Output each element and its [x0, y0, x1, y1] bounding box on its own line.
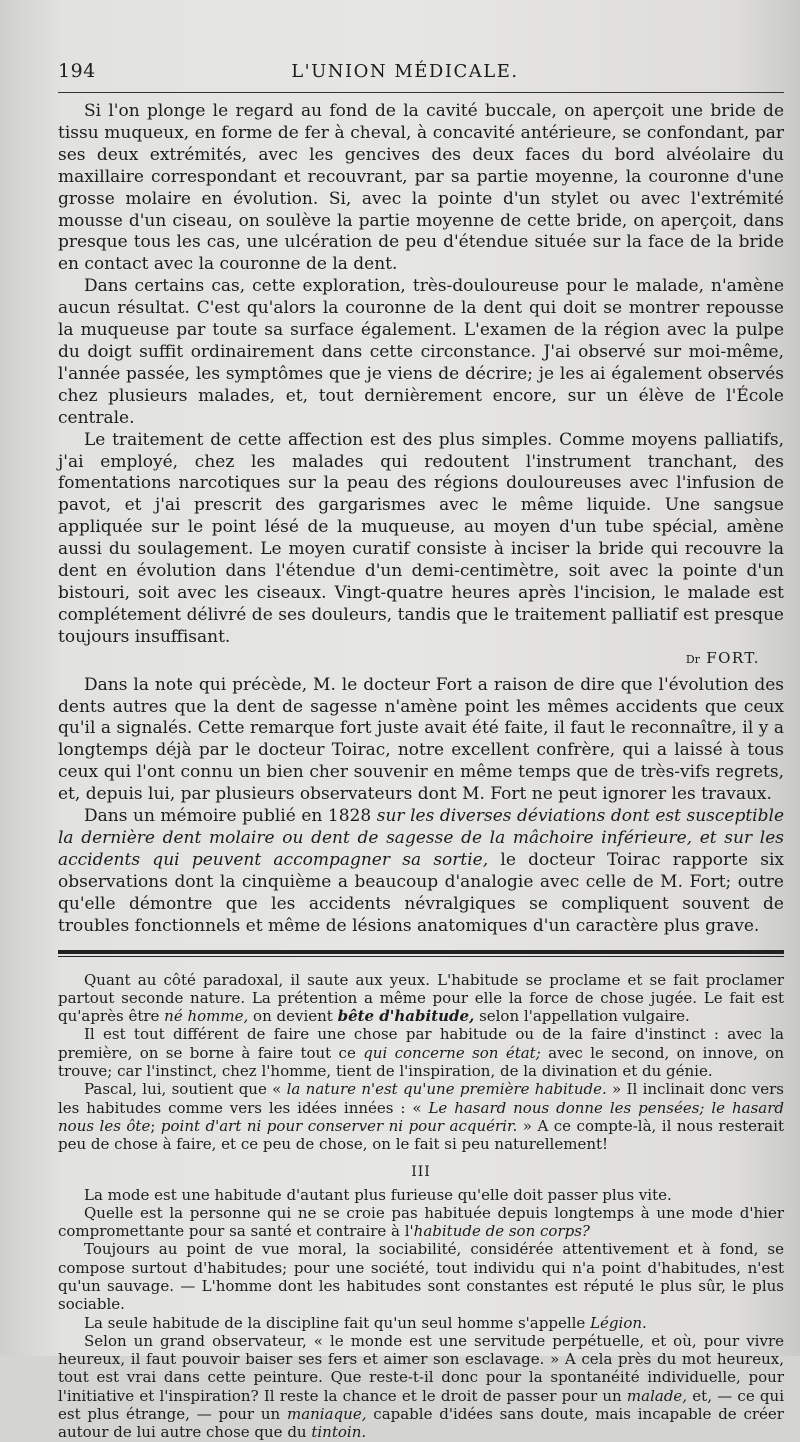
- f2-text-b: avec le second, on innove, on trouve; car l'instinct, chez l'homme, tient de l'inspiration, de la divination et du génie.: [58, 1043, 785, 1081]
- article-paragraph-2: Dans certains cas, cette exploration, très-douloureuse pour le malade, n'amène aucun résultat. C'est qu'alors la couronne de la dent qui doit se montrer repousse la muqueuse par toute sa surface également. L'examen de la région avec la pulpe du doigt suffit ordinairement dans cette circonstance. J'ai observé sur moi-même, l'année passée, les symptômes que je viens de décrire; je les ai également observés chez plusieurs malades, et, tout dernièrement encore, sur un élève de l'École centrale.: [58, 276, 784, 428]
- running-header: [58, 60, 784, 82]
- feuilleton-paragraph-6: Toujours au point de vue moral, la sociabilité, considérée attentivement et à fond, se compose surtout d'habitudes; pour une société, tout individu qui n'a point d'habitudes, n'est qu'un sauvage. — L'homme dont les habitudes sont constantes est réputé le plus sûr, le plus sociable.: [58, 1240, 784, 1314]
- note-p2-italic-title: sur les diverses déviations dont est susceptible la dernière dent molaire ou dent de sagesse de la mâchoire inférieure, et sur les accidents qui peuvent accompagner sa sortie,: [58, 806, 784, 870]
- feuilleton-paragraph-8: [58, 1332, 784, 1442]
- note-p2-text-a: Dans un mémoire publié en 1828: [84, 806, 377, 827]
- f8-text-a: Selon un grand observateur, « le monde est une servitude perpétuelle, et où, pour vivre heureux, il faut pouvoir baiser ses fers et aimer son esclavage. » A cela près du mot heureux, tout est vrai dans cette peinture. Que reste-t-il donc pour la spontanéité individuelle, pour l'initiative et l'inspiration? Il reste la chance et le droit de passer pour un: [58, 1331, 784, 1405]
- f3-text-c: ;: [150, 1116, 161, 1135]
- f2-italic-1: qui concerne son état;: [363, 1043, 541, 1062]
- f3-text-d: » A ce compte-là, il nous resterait peu de chose à faire, et ce peu de chose, on le fait si peu naturellement!: [58, 1116, 784, 1154]
- f5-italic-1: habitude de son corps?: [413, 1222, 590, 1241]
- feuilleton-paragraph-5: [58, 1204, 784, 1241]
- article-body: [58, 101, 784, 938]
- f5-text-a: Quelle est la personne qui ne se croie pas habituée depuis longtemps à une mode d'hier compromettante pour sa santé et contraire à l': [58, 1203, 784, 1241]
- feuilleton-paragraph-3: [58, 1080, 784, 1153]
- note-p2-text-b: le docteur Toirac rapporte six observations dont la cinquième a beaucoup d'analogie avec celle de M. Fort; outre qu'elle démontre que les accidents névralgiques se compliquent souvent de troubles fonctionnels et même de lésions anatomiques d'un caractère plus grave.: [58, 849, 784, 936]
- feuilleton-paragraph-2: [58, 1025, 784, 1080]
- f8-italic-3: tintoin.: [311, 1423, 367, 1442]
- article-paragraph-3: Le traitement de cette affection est des plus simples. Comme moyens palliatifs, j'ai employé, chez les malades qui redoutent l'instrument tranchant, des fomentations narcotiques sur la peau des régions douloureuses avec l'infusion de pavot, et j'ai prescrit des gargarismes avec le même liquide. Une sangsue appliquée sur le point lésé de la muqueuse, au moyen d'un tube spécial, amène aussi du soulagement. Le moyen curatif consiste à inciser la bride qui recouvre la dent en évolution dans l'étendue d'un demi-centimètre, soit avec la pointe d'un bistouri, soit avec les ciseaux. Vingt-quatre heures après l'incision, le malade est complétement délivré de ses douleurs, tandis que le traitement palliatif est presque toujours insuffisant.: [58, 429, 784, 647]
- header-rule: [58, 92, 784, 93]
- feuilleton-paragraph-1: [58, 971, 784, 1026]
- feuilleton-paragraph-7: [58, 1314, 784, 1332]
- signature-name: FORT.: [706, 648, 760, 667]
- f1-text-c: selon l'appellation vulgaire.: [474, 1007, 690, 1026]
- f3-italic-1: la nature n'est qu'une première habitude.: [286, 1080, 607, 1099]
- f8-text-b: et, — ce qui est plus étrange, — pour un: [58, 1386, 784, 1424]
- section-number: III: [411, 1163, 431, 1180]
- journal-title: L'UNION MÉDICALE.: [291, 61, 519, 82]
- f1-italic-1: né homme,: [164, 1007, 249, 1026]
- article-paragraph-1: Si l'on plonge le regard au fond de la cavité buccale, on aperçoit une bride de tissu muqueux, en forme de fer à cheval, à concavité antérieure, se confondant, par ses deux extrémités, avec les gencives des deux faces du bord alvéolaire du maxillaire correspondant et recouvrant, par sa partie moyenne, la couronne d'une grosse molaire en évolution. Si, avec la pointe d'un stylet ou avec l'extrémité mousse d'un ciseau, on soulève la partie moyenne de cette bride, on aperçoit, dans presque tous les cas, une ulcération de peu d'étendue située sur la face de la bride en contact avec la couronne de la dent.: [58, 101, 784, 275]
- f1-text-b: on devient: [248, 1007, 338, 1026]
- f1-italic-2: bête d'habitude,: [337, 1007, 475, 1026]
- f3-italic-3: point d'art ni pour conserver ni pour acquérir.: [160, 1116, 518, 1135]
- f8-text-c: capable d'idées sans doute, mais incapable de créer autour de lui autre chose que du: [58, 1405, 784, 1442]
- feuilleton-separator: [58, 950, 784, 957]
- note-paragraph-2: [58, 806, 784, 937]
- f8-italic-1: malade,: [626, 1386, 688, 1405]
- f7-text-a: La seule habitude de la discipline fait qu'un seul homme s'appelle: [84, 1313, 591, 1332]
- signature-prefix: Dr: [685, 652, 700, 666]
- feuilleton-section: [58, 971, 784, 1442]
- page-number: 194: [58, 60, 96, 82]
- feuilleton-paragraph-4: La mode est une habitude d'autant plus furieuse qu'elle doit passer plus vite.: [84, 1185, 672, 1204]
- note-paragraph-1: Dans la note qui précède, M. le docteur Fort a raison de dire que l'évolution des dents autres que la dent de sagesse n'amène point les mêmes accidents que ceux qu'il a signalés. Cette remarque fort juste avait été faite, il faut le reconnaître, il y a longtemps déjà par le docteur Toirac, notre excellent confrère, qui a laissé à tous ceux qui l'ont connu un bien cher souvenir en même temps que de très-vifs regrets, et, depuis lui, par plusieurs observateurs dont M. Fort ne peut ignorer les travaux.: [58, 674, 784, 805]
- f7-italic-1: Légion.: [590, 1313, 647, 1332]
- f3-italic-2: Le hasard nous donne les pensées; le hasard nous les ôte: [58, 1098, 784, 1135]
- f8-italic-2: maniaque,: [286, 1405, 367, 1424]
- f3-text-a: Pascal, lui, soutient que «: [84, 1080, 287, 1099]
- f1-text-a: Quant au côté paradoxal, il saute aux yeux. L'habitude se proclame et se fait proclamer partout seconde nature. La prétention a même pour elle la force de chose jugée. Le fait est qu'après être: [58, 970, 784, 1026]
- f2-text-a: Il est tout différent de faire une chose par habitude ou de la faire d'instinct : avec la première, on se borne à faire tout ce: [58, 1025, 784, 1062]
- author-signature: [58, 649, 784, 667]
- f3-text-b: » Il inclinait donc vers les habitudes comme vers les idées innées : «: [58, 1080, 784, 1117]
